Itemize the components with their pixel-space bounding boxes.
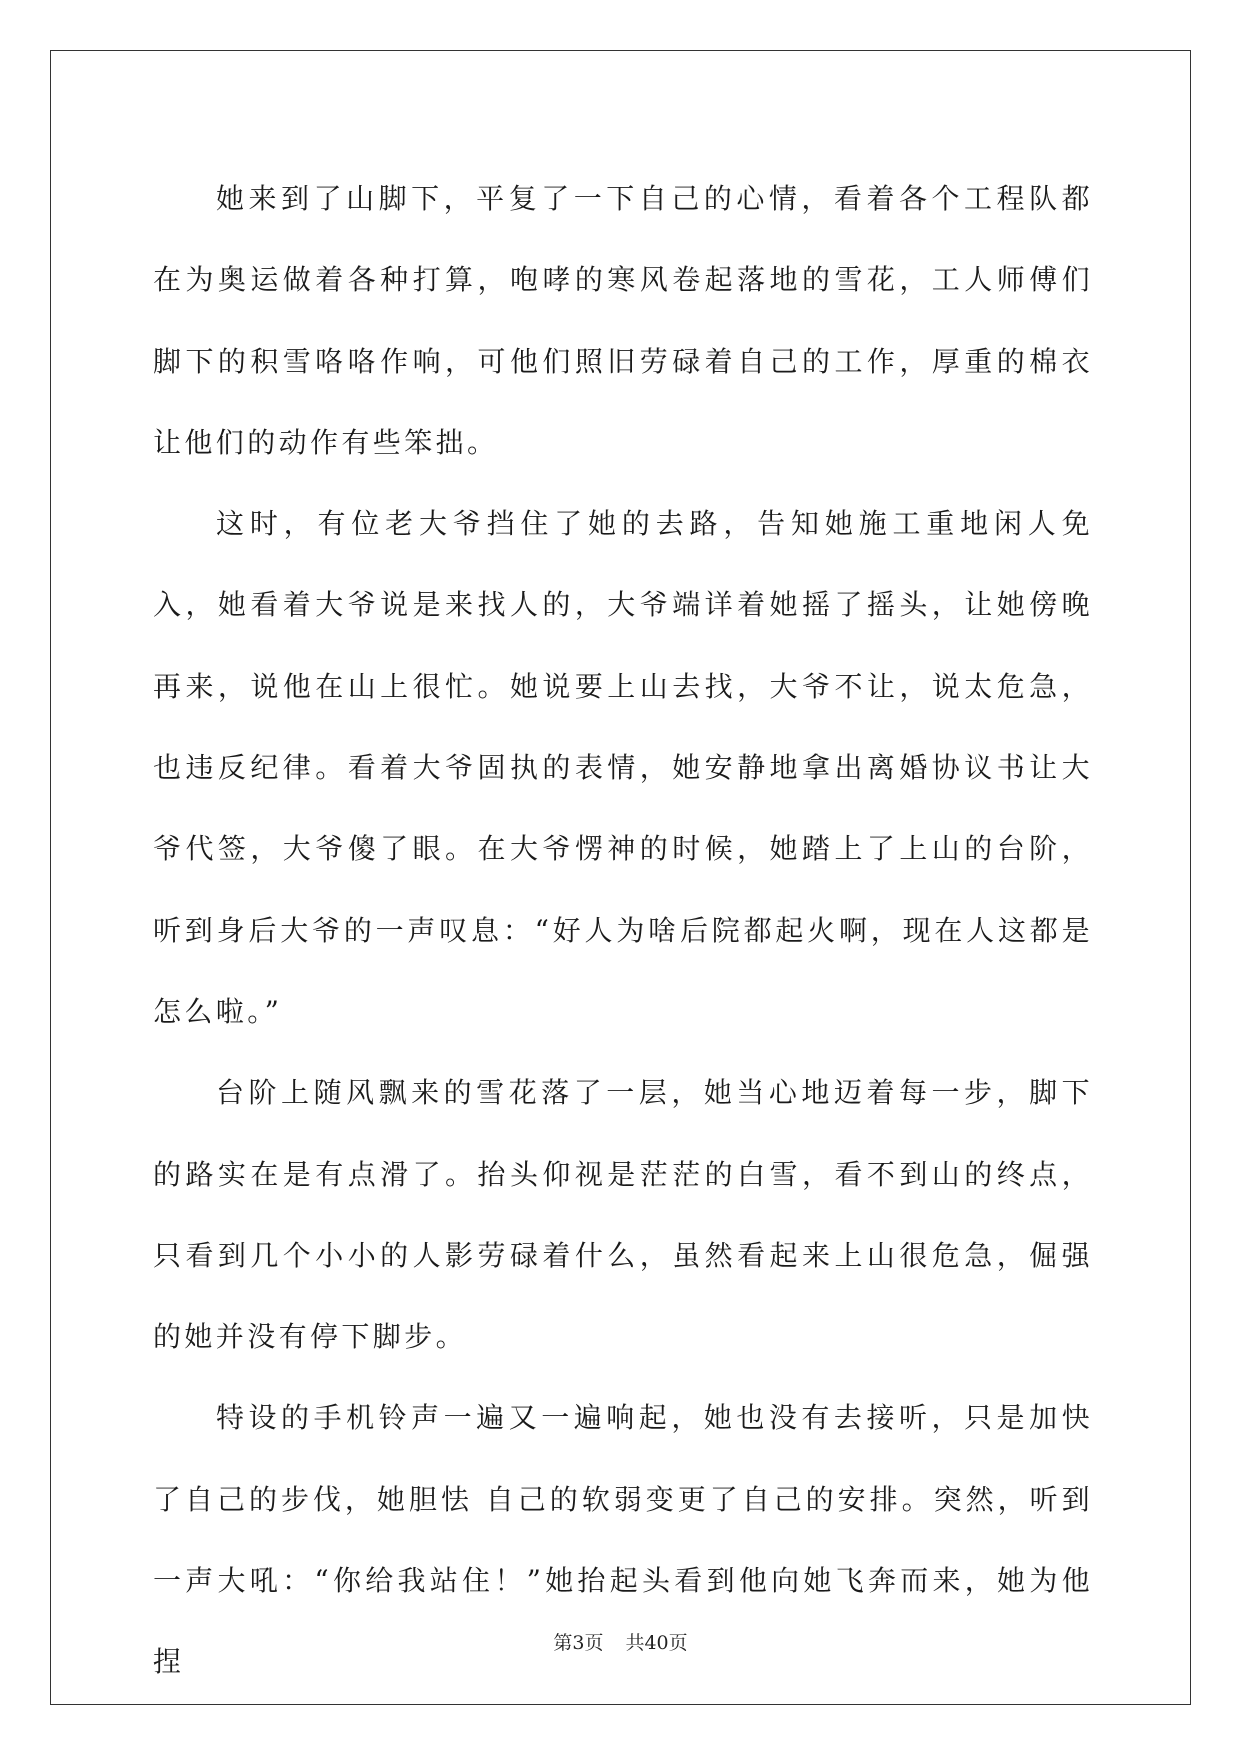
- paragraph: 这时，有位老大爷挡住了她的去路，告知她施工重地闲人免入，她看着大爷说是来找人的，大爷端详着她摇了摇头，让她傍晚再来，说他在山上很忙。她说要上山去找，大爷不让，说太危急，也违反纪律。看着大爷固执的表情，她安静地拿出离婚协议书让大爷代签，大爷傻了眼。在大爷愣神的时候，她踏上了上山的台阶，听到身后大爷的一声叹息：“好人为啥后院都起火啊，现在人这都是怎么啦。”: [153, 507, 1093, 1028]
- document-body: [153, 158, 1093, 1703]
- page-number: 第3页: [553, 1632, 604, 1654]
- paragraph: 台阶上随风飘来的雪花落了一层，她当心地迈着每一步，脚下的路实在是有点滑了。抬头仰视是茫茫的白雪，看不到山的终点，只看到几个小小的人影劳碌着什么，虽然看起来上山很危急，倔强的她并没有停下脚步。: [153, 1076, 1093, 1354]
- page-footer: [0, 1628, 1241, 1655]
- paragraph: 她来到了山脚下，平复了一下自己的心情，看着各个工程队都在为奥运做着各种打算，咆哮的寒风卷起落地的雪花，工人师傅们脚下的积雪咯咯作响，可他们照旧劳碌着自己的工作，厚重的棉衣让他们的动作有些笨拙。: [153, 182, 1093, 459]
- paragraph: 特设的手机铃声一遍又一遍响起，她也没有去接听，只是加快了自己的步伐，她胆怯 自己的软弱变更了自己的安排。突然，听到一声大吼：“你给我站住！”她抬起头看到他向她飞奔而来，她为他捏: [153, 1401, 1093, 1679]
- page-total: 共40页: [625, 1632, 688, 1654]
